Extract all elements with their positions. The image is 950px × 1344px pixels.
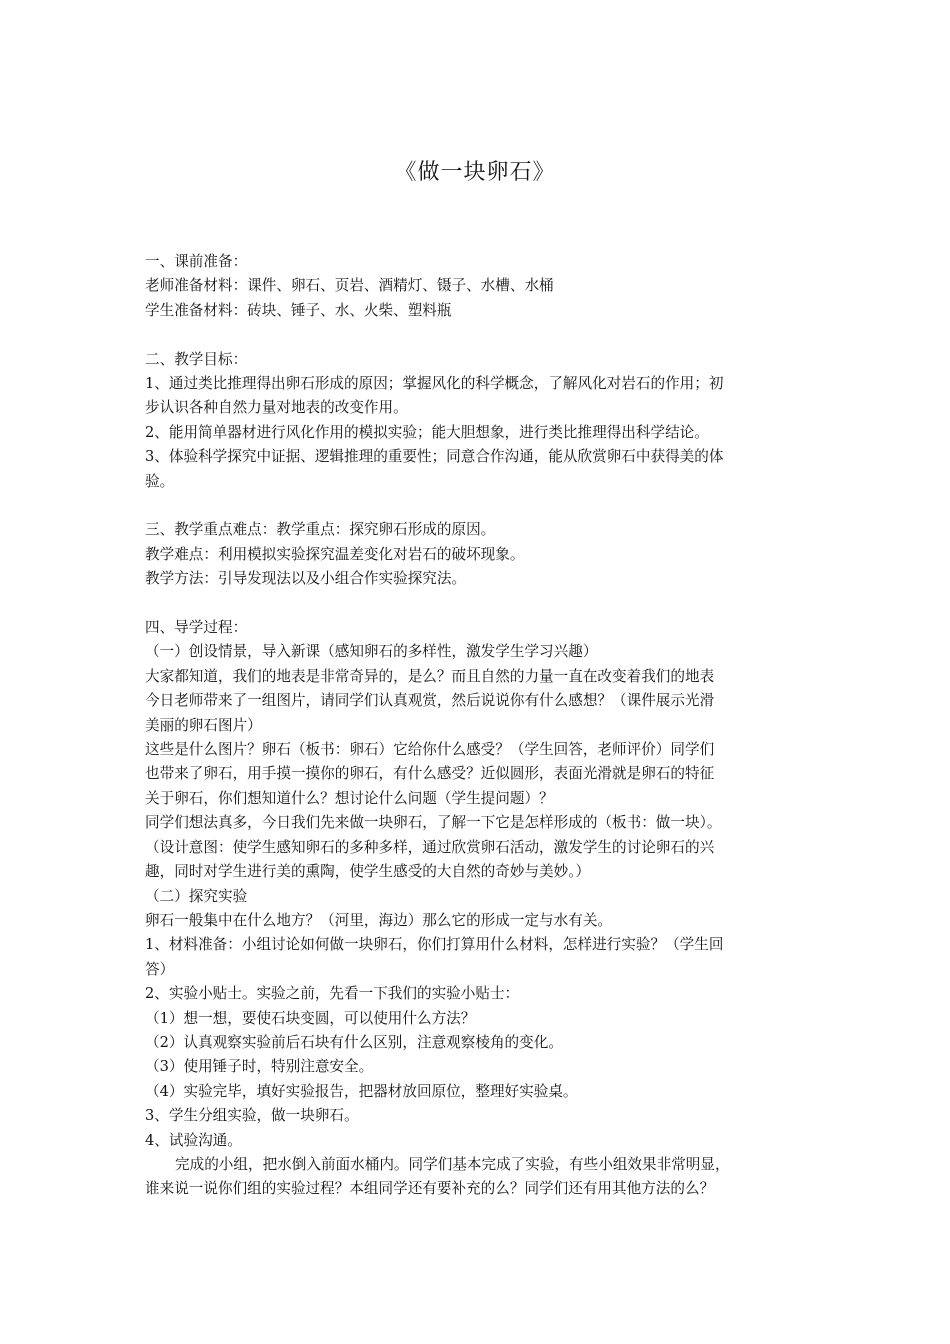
text-line: 答） bbox=[145, 960, 175, 978]
document-title: 《做一块卵石》 bbox=[394, 160, 556, 185]
text-line: 大家都知道，我们的地表是非常奇异的，是么？而且自然的力量一直在改变着我们的地表 bbox=[145, 667, 715, 685]
blank-line bbox=[145, 592, 817, 616]
text-line: 今日老师带来了一组图片，请同学们认真观赏，然后说说你有什么感想？（课件展示光滑 bbox=[145, 692, 715, 710]
text-line: 3、体验科学探究中证据、逻辑推理的重要性；同意合作沟通，能从欣赏卵石中获得美的体 bbox=[145, 448, 724, 466]
text-line: 趣，同时对学生进行美的熏陶，使学生感受的大自然的奇妙与美妙。） bbox=[145, 863, 591, 881]
text-line: （1）想一想，要使石块变圆，可以使用什么方法？ bbox=[145, 1009, 476, 1027]
text-line: 同学们想法真多，今日我们先来做一块卵石，了解一下它是怎样形成的（板书：做一块）。 bbox=[145, 814, 722, 832]
text-line: 2、实验小贴士。实验之前，先看一下我们的实验小贴士： bbox=[145, 985, 520, 1003]
text-line: 这些是什么图片？卵石（板书：卵石）它给你什么感受？（学生回答，老师评价）同学们 bbox=[145, 741, 715, 759]
text-line: 2、能用简单器材进行风化作用的模拟实验；能大胆想象，进行类比推理得出科学结论。 bbox=[145, 423, 709, 441]
document-body bbox=[145, 250, 817, 1202]
text-line: （设计意图：使学生感知卵石的多种多样，通过欣赏卵石活动，激发学生的讨论卵石的兴 bbox=[145, 838, 715, 856]
text-line: 教学方法：引导发现法以及小组合作实验探究法。 bbox=[145, 570, 467, 588]
text-line: （2）认真观察实验前后石块有什么区别，注意观察棱角的变化。 bbox=[145, 1033, 563, 1051]
text-line: 步认识各种自然力量对地表的改变作用。 bbox=[145, 399, 408, 417]
text-line: 关于卵石，你们想知道什么？想讨论什么问题（学生提问题）？ bbox=[145, 789, 554, 807]
text-line: （二）探究实验 bbox=[145, 887, 248, 905]
text-line: 卵石一般集中在什么地方？（河里，海边）那么它的形成一定与水有关。 bbox=[145, 911, 613, 929]
text-line: 美丽的卵石图片） bbox=[145, 716, 262, 734]
text-line: 二、教学目标： bbox=[145, 350, 248, 368]
text-line: 3、学生分组实验，做一块卵石。 bbox=[145, 1107, 359, 1125]
text-line: 教学难点：利用模拟实验探究温差变化对岩石的破坏现象。 bbox=[145, 545, 525, 563]
text-line: 1、通过类比推理得出卵石形成的原因；掌握风化的科学概念，了解风化对岩石的作用；初 bbox=[145, 375, 724, 393]
text-line: 完成的小组，把水倒入前面水桶内。同学们基本完成了实验，有些小组效果非常明显， bbox=[175, 1155, 730, 1173]
text-line: （3）使用锤子时，特别注意安全。 bbox=[145, 1058, 374, 1076]
blank-line bbox=[145, 494, 817, 518]
text-line: 4、试验沟通。 bbox=[145, 1131, 242, 1149]
text-line: 一、课前准备： bbox=[145, 253, 248, 270]
text-line: 验。 bbox=[145, 472, 175, 490]
text-line: 也带来了卵石，用手摸一摸你的卵石，有什么感受？近似圆形，表面光滑就是卵石的特征 bbox=[145, 765, 715, 783]
text-line: 老师准备材料：课件、卵石、页岩、酒精灯、镊子、水槽、水桶 bbox=[145, 277, 554, 295]
text-line: 学生准备材料：砖块、锤子、水、火柴、塑料瓶 bbox=[145, 301, 452, 319]
text-line: 四、导学过程： bbox=[145, 619, 248, 637]
text-line: （4）实验完毕，填好实验报告，把器材放回原位，整理好实验桌。 bbox=[145, 1082, 578, 1100]
text-line: 谁来说一说你们组的实验过程？本组同学还有要补充的么？同学们还有用其他方法的么？ bbox=[145, 1180, 715, 1198]
text-line: 三、教学重点难点：教学重点：探究卵石形成的原因。 bbox=[145, 521, 496, 539]
text-line: （一）创设情景，导入新课（感知卵石的多样性，激发学生学习兴趣） bbox=[145, 643, 598, 661]
blank-line bbox=[145, 323, 817, 347]
text-line: 1、材料准备：小组讨论如何做一块卵石，你们打算用什么材料，怎样进行实验？（学生回 bbox=[145, 936, 724, 954]
